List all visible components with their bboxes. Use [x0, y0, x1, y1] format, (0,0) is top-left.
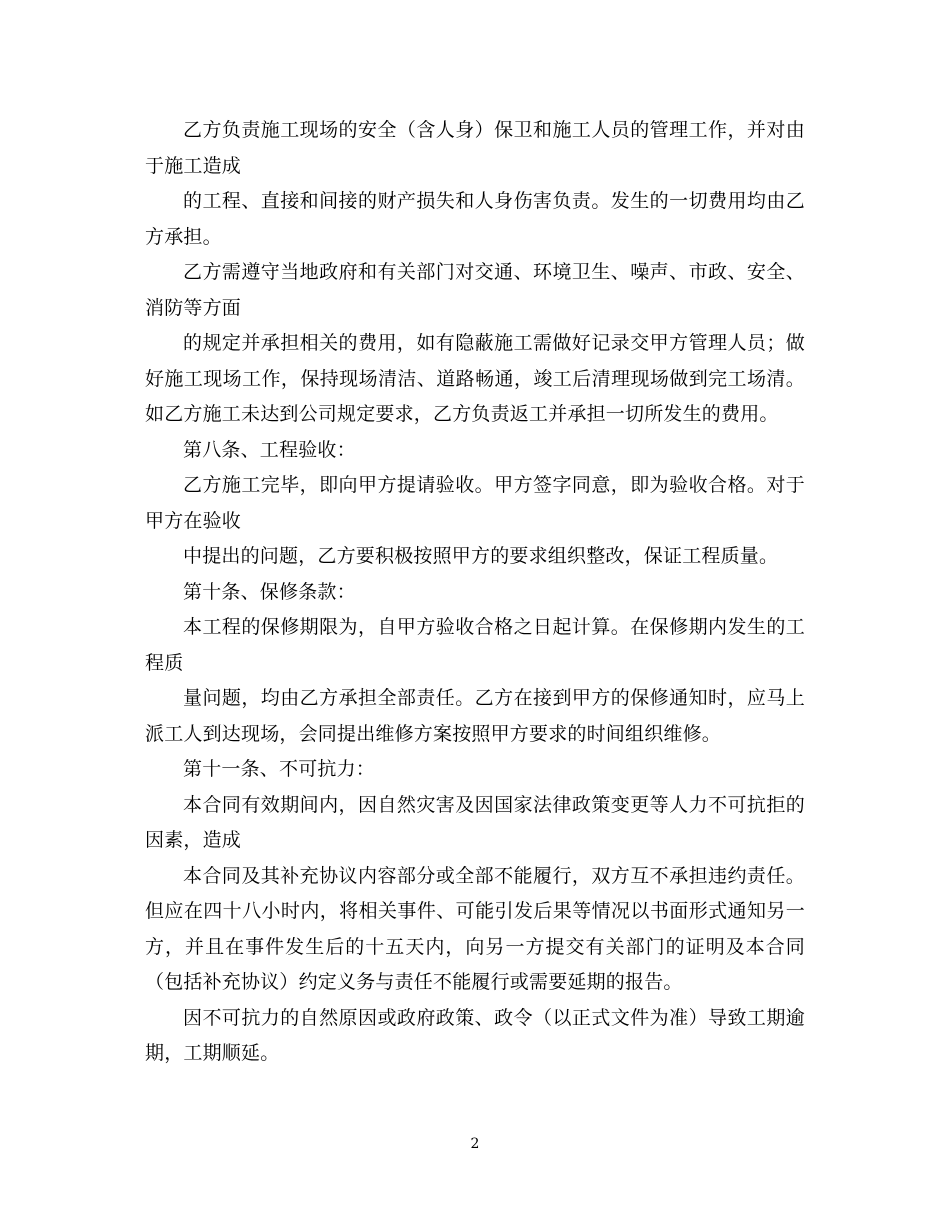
- page-number: 2: [470, 1136, 480, 1152]
- paragraph: 本合同有效期间内，因自然灾害及因国家法律政策变更等人力不可抗拒的因素，造成: [145, 793, 805, 851]
- paragraph: 量问题，均由乙方承担全部责任。乙方在接到甲方的保修通知时，应马上派工人到达现场，会同提出维修方案按照甲方要求的时间组织维修。: [145, 687, 805, 745]
- paragraph: 中提出的问题，乙方要积极按照甲方的要求组织整改，保证工程质量。: [183, 545, 779, 567]
- section-heading: 第十条、保修条款：: [183, 580, 356, 603]
- paragraph: 乙方施工完毕，即向甲方提请验收。甲方签字同意，即为验收合格。对于甲方在验收: [145, 474, 805, 532]
- paragraph: 乙方需遵守当地政府和有关部门对交通、环境卫生、噪声、市政、安全、消防等方面: [145, 261, 805, 319]
- paragraph: 乙方负责施工现场的安全（含人身）保卫和施工人员的管理工作，并对由于施工造成: [145, 119, 805, 177]
- section-heading: 第八条、工程验收：: [183, 438, 356, 461]
- paragraph: 的规定并承担相关的费用，如有隐蔽施工需做好记录交甲方管理人员；做好施工现场工作，保持现场清洁、道路畅通，竣工后清理现场做到完工场清。如乙方施工未达到公司规定要求，乙方负责返工并承担一切所发生的费用。: [145, 332, 805, 425]
- section-heading: 第十一条、不可抗力：: [183, 758, 376, 780]
- paragraph: 本合同及其补充协议内容部分或全部不能履行，双方互不承担违约责任。但应在四十八小时内，将相关事件、可能引发后果等情况以书面形式通知另一方，并且在事件发生后的十五天内，向另一方提交有关部门的证明及本合同（包括补充协议）约定义务与责任不能履行或需要延期的报告。: [145, 864, 805, 993]
- paragraph: 因不可抗力的自然原因或政府政策、政令（以正式文件为准）导致工期逾期，工期顺延。: [145, 1006, 805, 1064]
- document-body: [145, 113, 805, 1072]
- paragraph: 的工程、直接和间接的财产损失和人身伤害负责。发生的一切费用均由乙方承担。: [145, 190, 805, 248]
- paragraph: 本工程的保修期限为，自甲方验收合格之日起计算。在保修期内发生的工程质: [145, 616, 805, 674]
